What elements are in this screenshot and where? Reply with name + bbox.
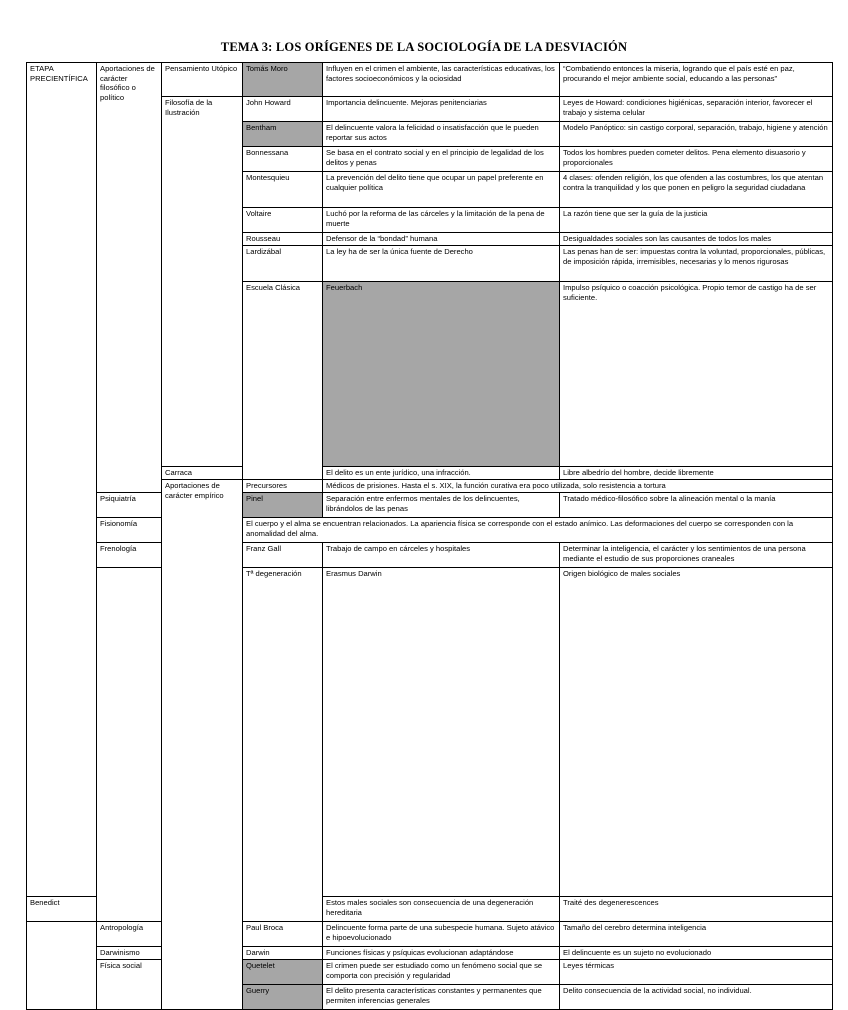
sub-precursores-cell: Precursores <box>243 480 323 493</box>
table-row <box>27 63 833 97</box>
idea-cell: Impulso psíquico o coacción psicológica. Propio temor de castigo ha de ser suficiente. <box>560 282 833 467</box>
idea-cell: Estos males sociales son consecuencia de una degeneración hereditaria <box>323 897 560 922</box>
author-cell: Guerry <box>243 985 323 1010</box>
author-cell: Carraca <box>162 467 243 480</box>
author-cell: Darwin <box>243 947 323 960</box>
group-filosofico-cell: Aportaciones de carácter filosófico o político <box>97 63 162 493</box>
idea-cell: Origen biológico de males sociales <box>560 568 833 897</box>
quote-cell: Leyes de Howard: condiciones higiénicas, separación interior, favorecer el trabajo y sistema celular <box>560 97 833 122</box>
quote-cell: Traité des degenerescences <box>560 897 833 922</box>
author-cell: Paul Broca <box>243 922 323 947</box>
sub-fisionomia-cell: Fisionomía <box>97 518 162 543</box>
quote-cell: Modelo Panóptico: sin castigo corporal, separación, trabajo, higiene y atención <box>560 122 833 147</box>
idea-cell: El delito presenta características constantes y permanentes que permiten inferencias generales <box>323 985 560 1010</box>
quote-cell: 4 clases: ofenden religión, los que ofenden a las costumbres, los que atentan contra la tranquilidad y los que ponen en peligro la seguridad ciudadana <box>560 172 833 208</box>
author-cell: John Howard <box>243 97 323 122</box>
author-cell: Montesquieu <box>243 172 323 208</box>
etapa-cell: ETAPA PRECIENTÍFICA <box>27 63 97 897</box>
author-cell: Benedict <box>27 897 97 922</box>
table-row <box>27 960 833 985</box>
idea-cell: El delincuente valora la felicidad o insatisfacción que le pueden reportar sus actos <box>323 122 560 147</box>
sub-darwinismo-cell: Darwinismo <box>97 947 162 960</box>
author-cell: Quetelet <box>243 960 323 985</box>
quote-cell: La razón tiene que ser la guía de la justicia <box>560 208 833 233</box>
wide-cell: Médicos de prisiones. Hasta el s. XIX, la función curativa era poco utilizada, solo resistencia a tortura <box>323 480 833 493</box>
idea-cell: El delito es un ente jurídico, una infracción. <box>323 467 560 480</box>
table-row <box>27 947 833 960</box>
quote-cell: Determinar la inteligencia, el carácter y los sentimientos de una persona mediante el estudio de sus proporciones craneales <box>560 543 833 568</box>
idea-cell: Funciones físicas y psíquicas evolucionan adaptándose <box>323 947 560 960</box>
idea-cell: Delincuente forma parte de una subespecie humana. Sujeto atávico e hipoevolucionado <box>323 922 560 947</box>
author-cell: Erasmus Darwin <box>323 568 560 897</box>
quote-cell: Tamaño del cerebro determina inteligencia <box>560 922 833 947</box>
quote-cell: Desigualdades sociales son las causantes de todos los males <box>560 233 833 246</box>
sub-ilustracion-cell: Filosofía de la Ilustración <box>162 97 243 467</box>
author-cell: Rousseau <box>243 233 323 246</box>
table-row <box>27 922 833 947</box>
author-cell: Franz Gall <box>243 543 323 568</box>
quote-cell: Tratado médico-filosófico sobre la alineación mental o la manía <box>560 493 833 518</box>
author-cell: Bonnessana <box>243 147 323 172</box>
table-row <box>27 568 833 897</box>
sub-utopico-cell: Pensamiento Utópico <box>162 63 243 97</box>
idea-cell: Influyen en el crimen el ambiente, las características educativas, los factores socioeconómicos y la ociosidad <box>323 63 560 97</box>
idea-cell: Separación entre enfermos mentales de los delincuentes, librándolos de las penas <box>323 493 560 518</box>
quote-cell: “Combatiendo entonces la miseria, logrando que el país esté en paz, procurando el mejor ambiente social, educando a las personas” <box>560 63 833 97</box>
sub-frenologia-cell: Frenología <box>97 543 162 568</box>
idea-cell: La ley ha de ser la única fuente de Derecho <box>323 246 560 282</box>
idea-cell: Importancia delincuente. Mejoras penitenciarias <box>323 97 560 122</box>
idea-cell: Defensor de la “bondad” humana <box>323 233 560 246</box>
sociology-table <box>26 62 833 1010</box>
quote-cell: Leyes térmicas <box>560 960 833 985</box>
quote-cell: El delincuente es un sujeto no evolucionado <box>560 947 833 960</box>
author-cell: Pinel <box>243 493 323 518</box>
author-cell: Tomás Moro <box>243 63 323 97</box>
table-row <box>27 493 833 518</box>
sub-clasica-cell: Escuela Clásica <box>243 282 323 480</box>
quote-cell: Delito consecuencia de la actividad social, no individual. <box>560 985 833 1010</box>
author-cell: Bentham <box>243 122 323 147</box>
idea-cell: Luchó por la reforma de las cárceles y la limitación de la pena de muerte <box>323 208 560 233</box>
etapa-continuation-cell <box>27 922 97 1010</box>
author-cell: Voltaire <box>243 208 323 233</box>
quote-cell: Todos los hombres pueden cometer delitos. Pena elemento disuasorio y proporcionales <box>560 147 833 172</box>
sub-degeneracion-cell: Tª degeneración <box>243 568 323 922</box>
author-cell: Lardizábal <box>243 246 323 282</box>
wide-cell: El cuerpo y el alma se encuentran relacionados. La apariencia física se corresponde con el estado anímico. Las deformaciones del cuerpo se corresponden con la anomalidad del alma. <box>243 518 833 543</box>
author-cell: Feuerbach <box>323 282 560 467</box>
idea-cell: Se basa en el contrato social y en el principio de legalidad de los delitos y penas <box>323 147 560 172</box>
idea-cell: La prevención del delito tiene que ocupar un papel preferente en cualquier política <box>323 172 560 208</box>
quote-cell: Libre albedrío del hombre, decide libremente <box>560 467 833 480</box>
table-row <box>27 518 833 543</box>
page-title: TEMA 3: LOS ORÍGENES DE LA SOCIOLOGÍA DE LA DESVIACIÓN <box>220 40 628 54</box>
sub-fisica-cell: Física social <box>97 960 162 1010</box>
quote-cell: Las penas han de ser: impuestas contra la voluntad, proporcionales, públicas, de imposición rápida, irremisibles, necesarias y lo menos rigurosas <box>560 246 833 282</box>
table-row <box>27 543 833 568</box>
group-empirico-cell: Aportaciones de carácter empírico <box>162 480 243 1010</box>
sub-antropologia-cell: Antropología <box>97 922 162 947</box>
idea-cell: Trabajo de campo en cárceles y hospitales <box>323 543 560 568</box>
etapa-continuation-cell <box>97 568 162 922</box>
idea-cell: El crimen puede ser estudiado como un fenómeno social que se comporta con precisión y regularidad <box>323 960 560 985</box>
sub-psiquiatria-cell: Psiquiatría <box>97 493 162 518</box>
